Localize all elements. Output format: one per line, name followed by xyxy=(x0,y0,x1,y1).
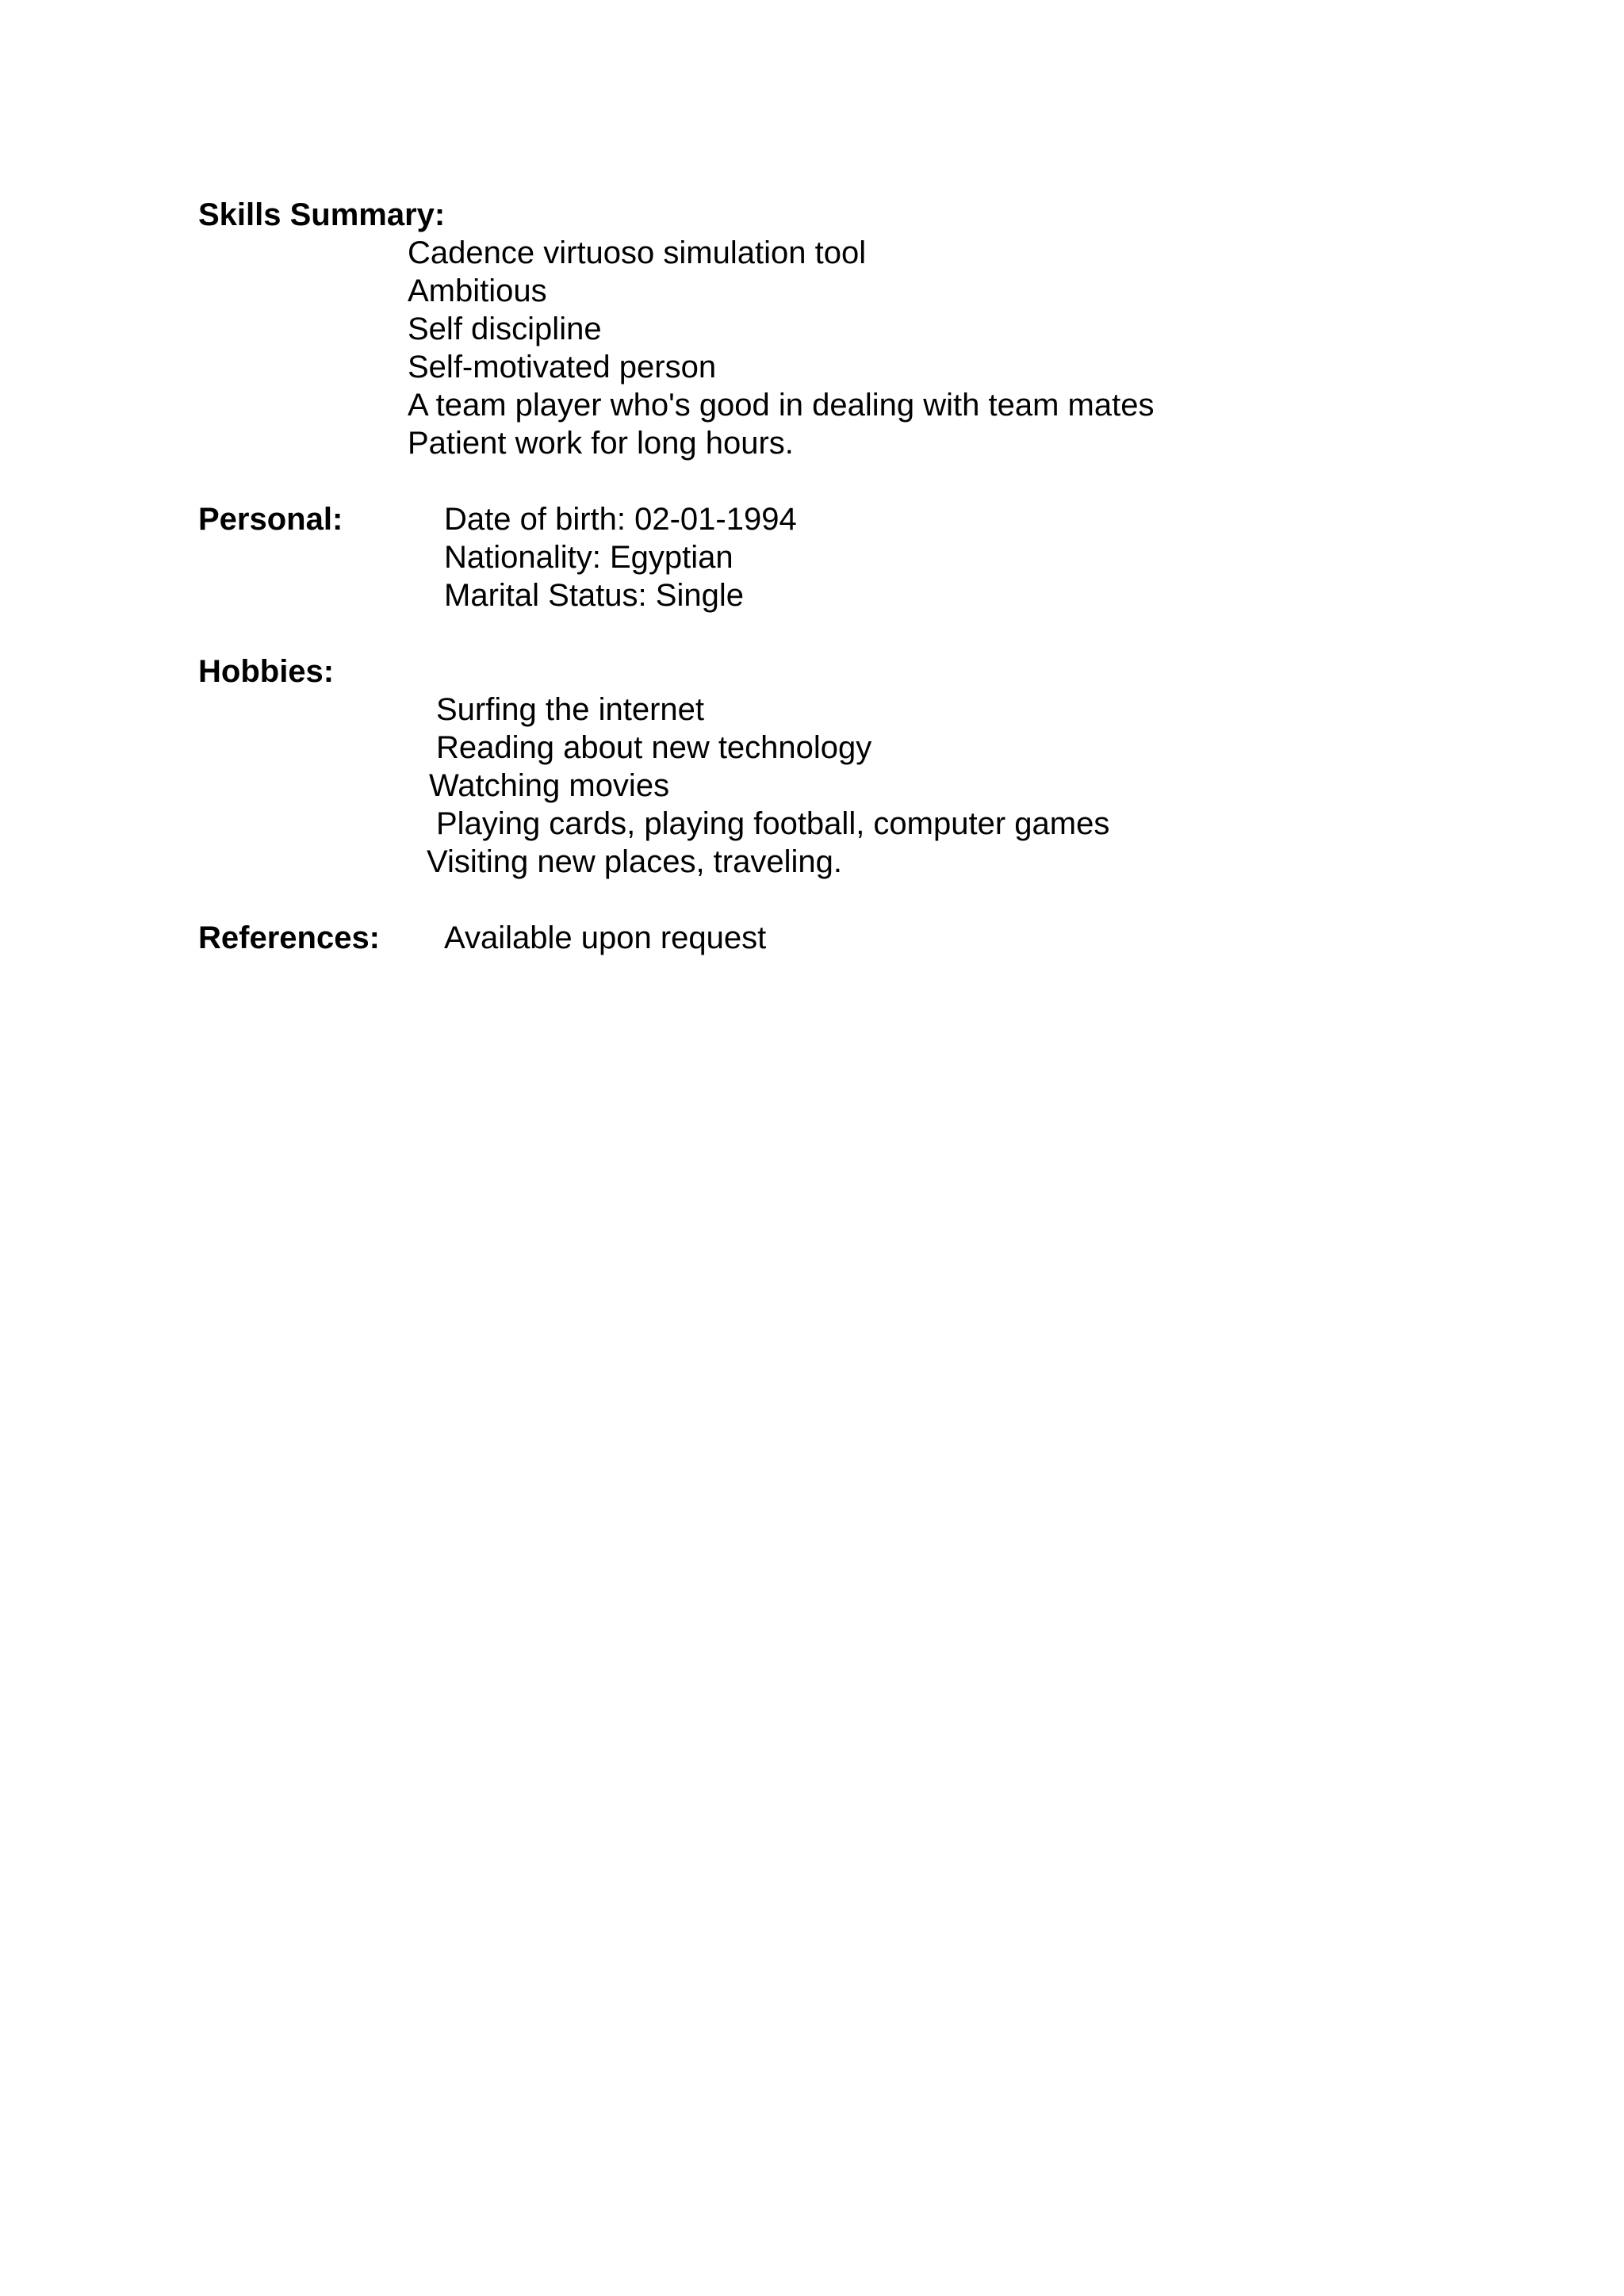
personal-item: Marital Status: Single xyxy=(444,578,744,613)
skill-item: Ambitious xyxy=(408,274,547,308)
personal-heading: Personal: xyxy=(198,502,343,537)
hobby-item: Watching movies xyxy=(429,768,670,803)
skills-summary-heading: Skills Summary: xyxy=(198,197,446,232)
hobbies-heading: Hobbies: xyxy=(198,654,335,689)
skill-item: Cadence virtuoso simulation tool xyxy=(408,235,867,270)
skill-item: Self discipline xyxy=(408,312,602,346)
skill-item: Patient work for long hours. xyxy=(408,426,794,461)
hobby-item: Playing cards, playing football, computer games xyxy=(436,806,1110,841)
hobby-item: Surfing the internet xyxy=(436,692,704,727)
skill-item: Self-motivated person xyxy=(408,350,717,385)
personal-item: Date of birth: 02-01-1994 xyxy=(444,502,797,537)
personal-item: Nationality: Egyptian xyxy=(444,540,733,575)
hobby-item: Visiting new places, traveling. xyxy=(427,844,842,879)
skill-item: A team player who's good in dealing with team mates xyxy=(408,388,1155,423)
references-value: Available upon request xyxy=(444,920,767,955)
hobby-item: Reading about new technology xyxy=(436,730,872,765)
references-heading: References: xyxy=(198,920,381,955)
